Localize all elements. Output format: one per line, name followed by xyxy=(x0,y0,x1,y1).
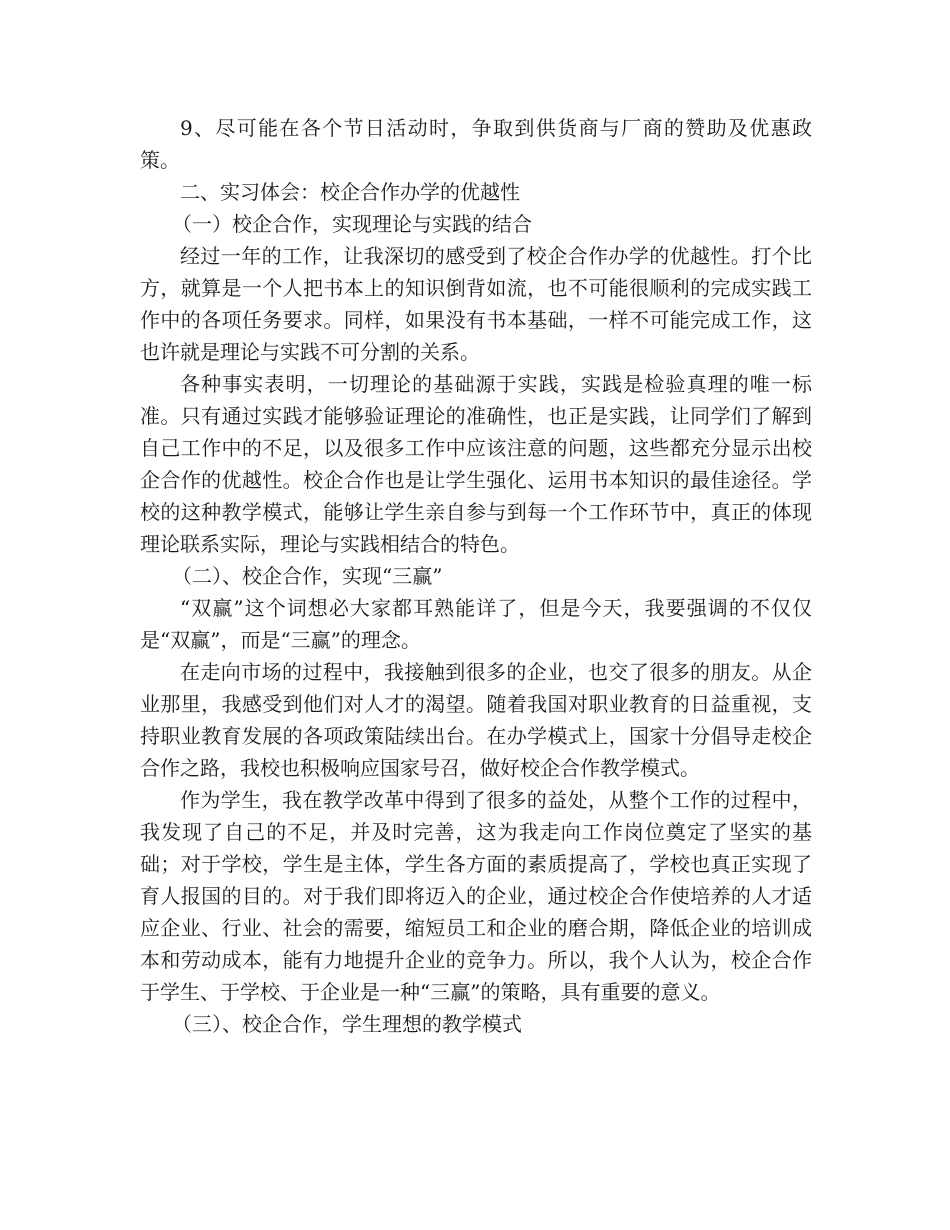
body-paragraph: “双赢”这个词想必大家都耳熟能详了，但是今天，我要强调的不仅仅是“双赢”，而是“三赢”的理念。 xyxy=(140,596,812,652)
subsection-heading-1: （一）校企合作，实现理论与实践的结合 xyxy=(172,212,532,236)
section-heading-2: 二、实习体会：校企合作办学的优越性 xyxy=(180,180,520,204)
list-item-9: 9、尽可能在各个节日活动时，争取到供货商与厂商的赞助及优惠政策。 xyxy=(140,116,812,172)
body-paragraph: 各种事实表明，一切理论的基础源于实践，实践是检验真理的唯一标准。只有通过实践才能够验证理论的准确性，也正是实践，让同学们了解到自己工作中的不足，以及很多工作中应该注意的问题，这些都充分显示出校企合作的优越性。校企合作也是让学生强化、运用书本知识的最佳途径。学校的这种教学模式，能够让学生亲自参与到每一个工作环节中，真正的体现理论联系实际，理论与实践相结合的特色。 xyxy=(140,372,812,556)
body-paragraph: 经过一年的工作，让我深切的感受到了校企合作办学的优越性。打个比方，就算是一个人把书本上的知识倒背如流，也不可能很顺利的完成实践工作中的各项任务要求。同样，如果没有书本基础，一样不可能完成工作，这也许就是理论与实践不可分割的关系。 xyxy=(140,244,812,364)
subsection-heading-2: （二）、校企合作，实现“三赢” xyxy=(172,564,443,588)
document-body xyxy=(140,112,812,1040)
body-paragraph: 作为学生，我在教学改革中得到了很多的益处，从整个工作的过程中，我发现了自己的不足，并及时完善，这为我走向工作岗位奠定了坚实的基础；对于学校，学生是主体，学生各方面的素质提高了，学校也真正实现了育人报国的目的。对于我们即将迈入的企业，通过校企合作使培养的人才适应企业、行业、社会的需要，缩短员工和企业的磨合期，降低企业的培训成本和劳动成本，能有力地提升企业的竞争力。所以，我个人认为，校企合作于学生、于学校、于企业是一种“三赢”的策略，具有重要的意义。 xyxy=(140,788,812,1004)
subsection-heading-3: （三）、校企合作，学生理想的教学模式 xyxy=(172,1012,522,1036)
body-paragraph: 在走向市场的过程中，我接触到很多的企业，也交了很多的朋友。从企业那里，我感受到他们对人才的渴望。随着我国对职业教育的日益重视，支持职业教育发展的各项政策陆续出台。在办学模式上，国家十分倡导走校企合作之路，我校也积极响应国家号召，做好校企合作教学模式。 xyxy=(140,660,812,780)
